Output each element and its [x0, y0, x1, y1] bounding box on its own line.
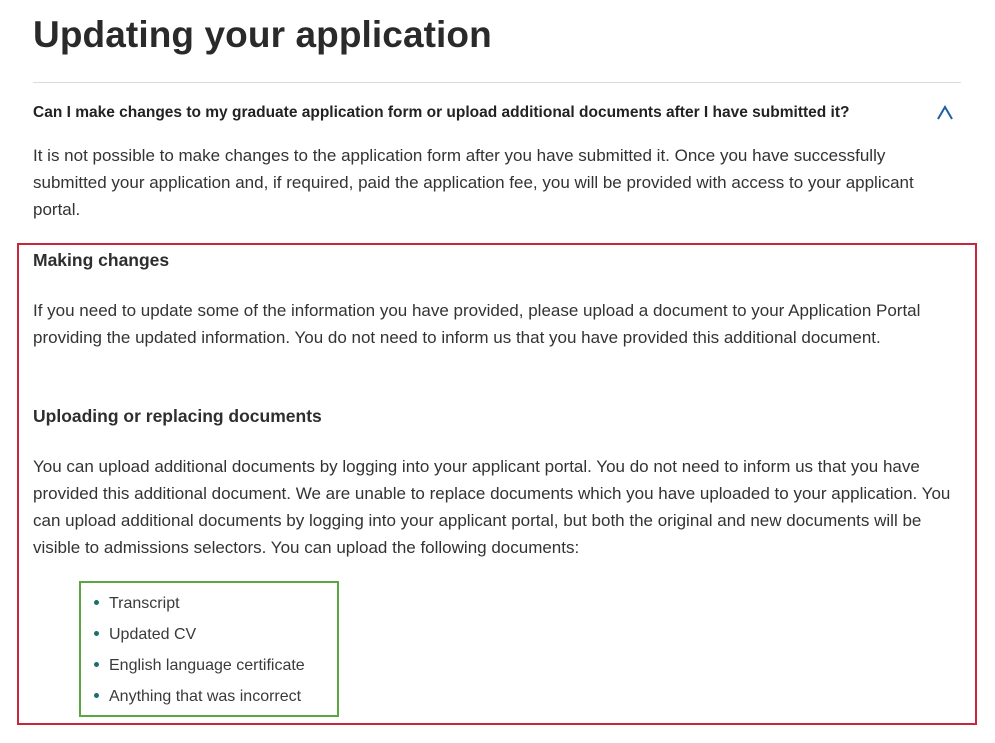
document-label: English language certificate [109, 657, 305, 674]
list-item [94, 653, 305, 684]
document-list-box [79, 581, 339, 717]
document-list [94, 591, 305, 715]
page-title: Updating your application [33, 14, 492, 55]
bullet-icon [94, 693, 99, 698]
making-changes-text: If you need to update some of the information you have provided, please upload a document to your Application Portal providing the updated information. You do not need to inform us that you have provided this additional document. [33, 301, 921, 347]
uploading-text: You can upload additional documents by logging into your applicant portal. You do not need to inform us that you have provided this additional document. We are unable to replace documents which you have uploaded to your application. You can upload additional documents by logging into your applicant portal, but both the original and new documents will be visible to admissions selectors. You can upload the following documents: [33, 457, 951, 557]
chevron-up-icon[interactable] [935, 100, 955, 126]
accordion-intro-text: It is not possible to make changes to the application form after you have submitted it. Once you have successfully submitted your application and, if required, paid the application fee, you will be provided with access to your applicant portal. [33, 146, 914, 219]
uploading-heading: Uploading or replacing documents [33, 406, 322, 426]
document-label: Transcript [109, 595, 180, 612]
bullet-icon [94, 600, 99, 605]
divider [33, 82, 961, 83]
document-label: Anything that was incorrect [109, 688, 302, 705]
accordion-question[interactable]: Can I make changes to my graduate application form or upload additional documents after I have submitted it? [33, 104, 850, 121]
bullet-icon [94, 662, 99, 667]
list-item [94, 684, 305, 715]
accordion-header[interactable] [33, 100, 961, 126]
making-changes-heading: Making changes [33, 250, 170, 270]
list-item [94, 591, 305, 622]
list-item [94, 622, 305, 653]
document-label: Updated CV [109, 626, 197, 643]
bullet-icon [94, 631, 99, 636]
